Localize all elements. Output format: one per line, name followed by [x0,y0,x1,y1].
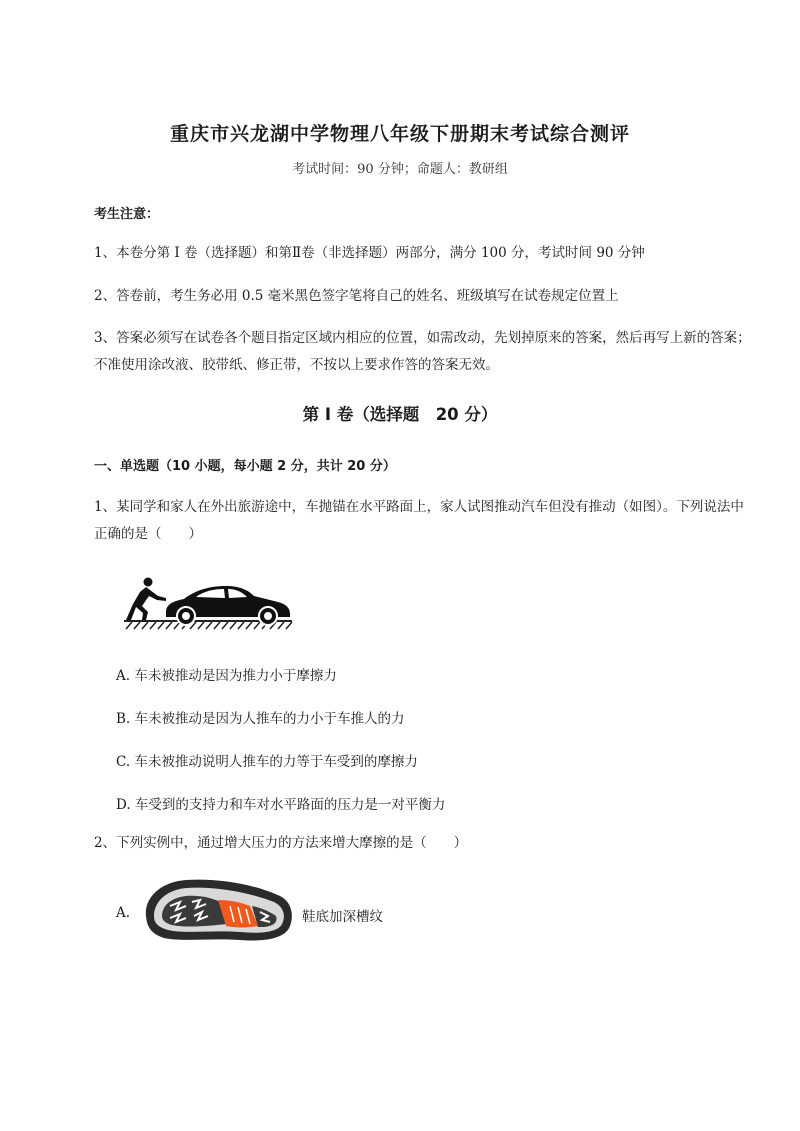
exam-author: 命题人：教研组 [416,162,508,177]
person-pushing-car-icon [122,576,294,634]
question-1-stem: 1、某同学和家人在外出旅游途中，车抛锚在水平路面上，家人试图推动汽车但没有推动（如图）。下列说法中正确的是（ ） [94,499,744,542]
exam-time: 考试时间：90 分钟； [292,162,417,177]
part-heading: 一、单选题（10 小题，每小题 2 分，共计 20 分） [94,459,396,474]
section-title: 第 I 卷（选择题 20 分） [302,405,498,424]
exam-subtitle [0,158,800,177]
notice-heading: 考生注意： [94,207,160,222]
question-2-option-a-label[interactable]: A. [116,905,131,921]
notice-item-2: 2、答卷前，考生务必用 0.5 毫米黑色签字笔将自己的姓名、班级填写在试卷规定位置上 [94,288,619,304]
exam-title: 重庆市兴龙湖中学物理八年级下册期末考试综合测评 [169,123,630,145]
question-2-stem: 2、下列实例中，通过增大压力的方法来增大摩擦的是（ ） [94,835,468,851]
question-1-option-a[interactable]: A. 车未被推动是因为推力小于摩擦力 [116,668,337,684]
shoe-sole-icon [140,876,296,950]
notice-item-1: 1、本卷分第 I 卷（选择题）和第Ⅱ卷（非选择题）两部分，满分 100 分，考试时间 90 分钟 [94,245,645,261]
question-1-option-c[interactable]: C. 车未被推动说明人推车的力等于车受到的摩擦力 [116,754,418,770]
notice-item-3: 3、答案必须写在试卷各个题目指定区域内相应的位置，如需改动，先划掉原来的答案，然后再写上新的答案；不准使用涂改液、胶带纸、修正带，不按以上要求作答的答案无效。 [94,330,751,373]
question-1-option-d[interactable]: D. 车受到的支持力和车对水平路面的压力是一对平衡力 [116,797,446,813]
question-2-option-a-text[interactable]: 鞋底加深槽纹 [302,909,383,925]
question-1-option-b[interactable]: B. 车未被推动是因为人推车的力小于车推人的力 [116,711,405,727]
